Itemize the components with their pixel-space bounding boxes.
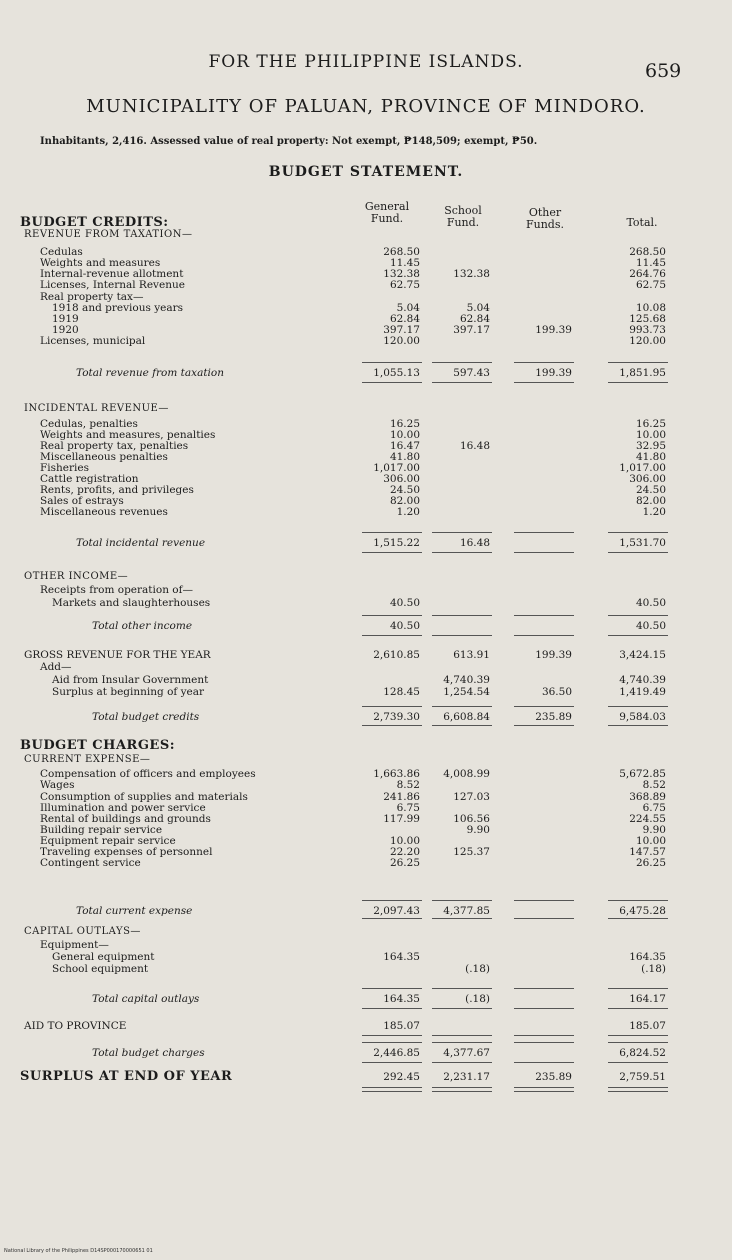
cell-total: 185.07 (629, 1020, 666, 1032)
cell-general: 2,097.43 (373, 905, 420, 917)
row-label: Total budget charges (92, 1047, 205, 1059)
row-label: Fisheries (40, 462, 89, 474)
rule-line (514, 706, 574, 707)
cell-general: 10.00 (389, 835, 420, 847)
row-label: Internal-revenue allotment (40, 268, 184, 280)
row-label: Contingent service (40, 857, 141, 869)
row-label: Equipment repair service (40, 835, 176, 847)
cell-school: 5.04 (466, 302, 490, 314)
cell-other: 199.39 (535, 324, 572, 336)
cell-school: 62.84 (459, 313, 490, 325)
cell-school: 4,008.99 (443, 768, 490, 780)
row-add (0, 661, 732, 673)
cell-total: 993.73 (629, 324, 666, 336)
rule-line (514, 615, 574, 616)
cell-total: 9.90 (642, 824, 666, 836)
rule-line (362, 362, 422, 363)
row-total-current (0, 905, 732, 917)
row-gross (0, 649, 732, 661)
row-label: Miscellaneous revenues (40, 506, 168, 518)
cell-general: 132.38 (383, 268, 420, 280)
rule-line (362, 552, 422, 553)
rule-line (514, 725, 574, 726)
col-school-header: School Fund. (444, 204, 482, 229)
cell-general: 185.07 (383, 1020, 420, 1032)
row-label: Real property tax, penalties (40, 440, 189, 452)
row-label: Consumption of supplies and materials (40, 791, 248, 803)
row-label: Wages (40, 779, 75, 791)
cell-general: 22.20 (389, 846, 420, 858)
row-aid-insular (0, 674, 732, 686)
row-total-charges (0, 1047, 732, 1059)
rule-line (432, 1008, 492, 1009)
cell-school: 2,231.17 (443, 1071, 490, 1083)
rule-line (608, 1062, 668, 1063)
cell-total: 40.50 (635, 597, 666, 609)
cell-general: 2,446.85 (373, 1047, 420, 1059)
cell-school: (.18) (465, 963, 490, 975)
cell-total: 10.00 (635, 835, 666, 847)
cell-school: 16.48 (459, 440, 490, 452)
row-label: Weights and measures, penalties (40, 429, 216, 441)
cell-total: 147.57 (629, 846, 666, 858)
subsection-other-income: OTHER INCOME— (24, 571, 129, 582)
cell-total: 8.52 (642, 779, 666, 791)
subsection-current-expense: CURRENT EXPENSE— (24, 754, 151, 765)
cell-total: 6,824.52 (619, 1047, 666, 1059)
row-misc-rev (0, 506, 732, 518)
cell-general: 6.75 (396, 802, 420, 814)
rule-line (432, 635, 492, 636)
section-surplus-end: SURPLUS AT END OF YEAR (20, 1069, 233, 1084)
cell-total: 6,475.28 (619, 905, 666, 917)
row-wages (0, 779, 732, 791)
rule-line (362, 1062, 422, 1063)
row-lic-internal (0, 279, 732, 291)
subsection-incidental-revenue: INCIDENTAL REVENUE— (24, 403, 169, 414)
row-label: Total incidental revenue (76, 537, 206, 549)
row-total-taxation (0, 367, 732, 379)
cell-general: 1,515.22 (373, 537, 420, 549)
cell-total: 1,419.49 (619, 686, 666, 698)
cell-general: 26.25 (389, 857, 420, 869)
cell-total: 224.55 (629, 813, 666, 825)
rule-line (514, 1042, 574, 1043)
rule-line (608, 918, 668, 919)
cell-school: 4,377.67 (443, 1047, 490, 1059)
rule-line (514, 900, 574, 901)
row-contingent (0, 857, 732, 869)
double-rule-line (432, 1087, 492, 1092)
cell-total: 16.25 (635, 418, 666, 430)
cell-general: 1.20 (396, 506, 420, 518)
cell-general: 306.00 (383, 473, 420, 485)
row-label: Total other income (92, 620, 193, 632)
inhabitants-line: Inhabitants, 2,416. Assessed value of real property: Not exempt, ₱148,509; exempt, ₱50. (40, 136, 538, 147)
rule-line (514, 1035, 574, 1036)
cell-school: 9.90 (466, 824, 490, 836)
rule-line (432, 382, 492, 383)
row-label: Total current expense (76, 905, 193, 917)
col-total-header: Total. (626, 216, 658, 229)
row-lic-municipal (0, 335, 732, 347)
row-label: Traveling expenses of personnel (40, 846, 213, 858)
row-label: Cedulas, penalties (40, 418, 138, 430)
rule-line (362, 725, 422, 726)
row-label: Total budget credits (92, 711, 200, 723)
cell-general: 16.25 (389, 418, 420, 430)
rule-line (362, 706, 422, 707)
cell-general: 120.00 (383, 335, 420, 347)
row-label: General equipment (52, 951, 155, 963)
rule-line (514, 1062, 574, 1063)
statement-title: BUDGET STATEMENT. (268, 164, 464, 180)
rule-line (362, 900, 422, 901)
cell-general: 268.50 (383, 246, 420, 258)
row-label: Receipts from operation of— (40, 584, 194, 596)
cell-general: 1,663.86 (373, 768, 420, 780)
cell-other: 36.50 (541, 686, 572, 698)
rule-line (432, 1042, 492, 1043)
row-label: Equipment— (40, 939, 109, 951)
row-label: Licenses, Internal Revenue (40, 279, 185, 291)
rule-line (362, 615, 422, 616)
section-budget-credits: BUDGET CREDITS: (20, 215, 169, 230)
subsection-revenue-taxation: REVENUE FROM TAXATION— (24, 229, 193, 240)
row-label: Illumination and power service (40, 802, 206, 814)
rule-line (608, 635, 668, 636)
row-label: Licenses, municipal (40, 335, 146, 347)
cell-total: 11.45 (635, 257, 666, 269)
cell-school: 132.38 (453, 268, 490, 280)
page-number: 659 (645, 60, 682, 82)
cell-other: 199.39 (535, 367, 572, 379)
cell-general: 8.52 (396, 779, 420, 791)
cell-school: 1,254.54 (443, 686, 490, 698)
rule-line (514, 552, 574, 553)
row-label: Rental of buildings and grounds (40, 813, 211, 825)
cell-total: 32.95 (635, 440, 666, 452)
cell-total: 268.50 (629, 246, 666, 258)
cell-general: 292.45 (383, 1071, 420, 1083)
rule-line (432, 1062, 492, 1063)
row-label: GROSS REVENUE FOR THE YEAR (24, 649, 211, 661)
cell-total: 120.00 (629, 335, 666, 347)
cell-total: 82.00 (635, 495, 666, 507)
cell-total: 264.76 (629, 268, 666, 280)
cell-general: 16.47 (389, 440, 420, 452)
cell-total: 368.89 (629, 791, 666, 803)
cell-other: 199.39 (535, 649, 572, 661)
cell-total: 164.35 (629, 951, 666, 963)
row-label: Surplus at beginning of year (52, 686, 205, 698)
row-label: Total capital outlays (92, 993, 200, 1005)
cell-general: 117.99 (383, 813, 420, 825)
row-label: Total revenue from taxation (76, 367, 224, 379)
rule-line (432, 918, 492, 919)
cell-general: 40.50 (389, 620, 420, 632)
cell-total: 306.00 (629, 473, 666, 485)
rule-line (362, 918, 422, 919)
rule-line (608, 988, 668, 989)
rule-line (362, 532, 422, 533)
row-aid-province (0, 1020, 732, 1032)
row-markets (0, 597, 732, 609)
row-label: Real property tax— (40, 291, 144, 303)
rule-line (432, 532, 492, 533)
cell-general: 2,610.85 (373, 649, 420, 661)
cell-school: 106.56 (453, 813, 490, 825)
cell-general: 10.00 (389, 429, 420, 441)
rule-line (608, 1008, 668, 1009)
cell-general: 164.35 (383, 951, 420, 963)
row-label: Cedulas (40, 246, 83, 258)
cell-total: 164.17 (629, 993, 666, 1005)
rule-line (608, 900, 668, 901)
row-total-credits (0, 711, 732, 723)
row-label: Aid from Insular Government (52, 674, 209, 686)
cell-school: 125.37 (453, 846, 490, 858)
cell-general: 397.17 (383, 324, 420, 336)
rule-line (608, 1042, 668, 1043)
library-footer: National Library of the Philippines D14SP000170000651 01 (4, 1248, 153, 1254)
rule-line (362, 988, 422, 989)
rule-line (514, 362, 574, 363)
row-label: Rents, profits, and privileges (40, 484, 194, 496)
cell-school: 127.03 (453, 791, 490, 803)
cell-school: 16.48 (459, 537, 490, 549)
cell-total: 125.68 (629, 313, 666, 325)
cell-general: 241.86 (383, 791, 420, 803)
rule-line (432, 900, 492, 901)
cell-total: 10.00 (635, 429, 666, 441)
rule-line (608, 615, 668, 616)
rule-line (608, 532, 668, 533)
rule-line (432, 552, 492, 553)
cell-total: 1,531.70 (619, 537, 666, 549)
row-equipment (0, 939, 732, 951)
rule-line (514, 988, 574, 989)
row-surplus-begin (0, 686, 732, 698)
rule-line (514, 532, 574, 533)
row-total-incidental (0, 537, 732, 549)
cell-general: 5.04 (396, 302, 420, 314)
row-label: 1919 (52, 313, 79, 325)
section-budget-charges: BUDGET CHARGES: (20, 738, 176, 753)
row-label: 1918 and previous years (52, 302, 184, 314)
cell-total: 62.75 (635, 279, 666, 291)
rule-line (362, 1035, 422, 1036)
cell-total: 3,424.15 (619, 649, 666, 661)
cell-school: 4,377.85 (443, 905, 490, 917)
row-label: Sales of estrays (40, 495, 124, 507)
rule-line (362, 1042, 422, 1043)
rule-line (432, 1035, 492, 1036)
rule-line (362, 382, 422, 383)
cell-general: 2,739.30 (373, 711, 420, 723)
cell-total: 40.50 (635, 620, 666, 632)
cell-general: 11.45 (389, 257, 420, 269)
row-label: Add— (40, 661, 72, 673)
rule-line (514, 382, 574, 383)
cell-total: (.18) (641, 963, 666, 975)
rule-line (608, 382, 668, 383)
cell-other: 235.89 (535, 1071, 572, 1083)
cell-general: 1,017.00 (373, 462, 420, 474)
cell-other: 235.89 (535, 711, 572, 723)
subsection-capital-outlays: CAPITAL OUTLAYS— (24, 926, 141, 937)
row-label: AID TO PROVINCE (24, 1020, 127, 1032)
cell-total: 6.75 (642, 802, 666, 814)
col-other-header: Other Funds. (526, 206, 564, 231)
row-school-equip (0, 963, 732, 975)
double-rule-line (608, 1087, 668, 1092)
col-general-header: General Fund. (364, 200, 410, 225)
row-label: Miscellaneous penalties (40, 451, 168, 463)
rule-line (514, 635, 574, 636)
row-label: Compensation of officers and employees (40, 768, 256, 780)
cell-school: (.18) (465, 993, 490, 1005)
cell-school: 613.91 (453, 649, 490, 661)
cell-total: 4,740.39 (619, 674, 666, 686)
cell-total: 26.25 (635, 857, 666, 869)
cell-school: 4,740.39 (443, 674, 490, 686)
cell-total: 5,672.85 (619, 768, 666, 780)
cell-general: 62.84 (389, 313, 420, 325)
rule-line (608, 362, 668, 363)
municipality-title: MUNICIPALITY OF PALUAN, PROVINCE OF MINDORO. (86, 96, 646, 117)
rule-line (432, 706, 492, 707)
cell-general: 128.45 (383, 686, 420, 698)
cell-school: 6,608.84 (443, 711, 490, 723)
rule-line (608, 725, 668, 726)
row-label: Building repair service (40, 824, 163, 836)
cell-general: 164.35 (383, 993, 420, 1005)
cell-general: 1,055.13 (373, 367, 420, 379)
row-label: School equipment (52, 963, 149, 975)
row-label: Weights and measures (40, 257, 161, 269)
cell-school: 597.43 (453, 367, 490, 379)
cell-general: 62.75 (389, 279, 420, 291)
cell-total: 41.80 (635, 451, 666, 463)
rule-line (514, 918, 574, 919)
rule-line (432, 725, 492, 726)
cell-total: 10.08 (635, 302, 666, 314)
rule-line (432, 362, 492, 363)
cell-general: 40.50 (389, 597, 420, 609)
row-label: Markets and slaughterhouses (52, 597, 211, 609)
rule-line (432, 988, 492, 989)
cell-general: 24.50 (389, 484, 420, 496)
cell-total: 1,017.00 (619, 462, 666, 474)
row-total-capital (0, 993, 732, 1005)
rule-line (362, 635, 422, 636)
cell-total: 1.20 (642, 506, 666, 518)
cell-school: 397.17 (453, 324, 490, 336)
row-gen-equip (0, 951, 732, 963)
rule-line (514, 1008, 574, 1009)
row-label: Cattle registration (40, 473, 139, 485)
row-total-other (0, 620, 732, 632)
running-header: FOR THE PHILIPPINE ISLANDS. (208, 52, 524, 72)
double-rule-line (514, 1087, 574, 1092)
rule-line (362, 1008, 422, 1009)
rule-line (608, 706, 668, 707)
cell-total: 1,851.95 (619, 367, 666, 379)
cell-general: 41.80 (389, 451, 420, 463)
rule-line (608, 552, 668, 553)
double-rule-line (362, 1087, 422, 1092)
rule-line (432, 615, 492, 616)
row-label: 1920 (52, 324, 79, 336)
row-receipts (0, 584, 732, 596)
cell-general: 82.00 (389, 495, 420, 507)
cell-total: 9,584.03 (619, 711, 666, 723)
cell-total: 24.50 (635, 484, 666, 496)
cell-total: 2,759.51 (619, 1071, 666, 1083)
rule-line (608, 1035, 668, 1036)
